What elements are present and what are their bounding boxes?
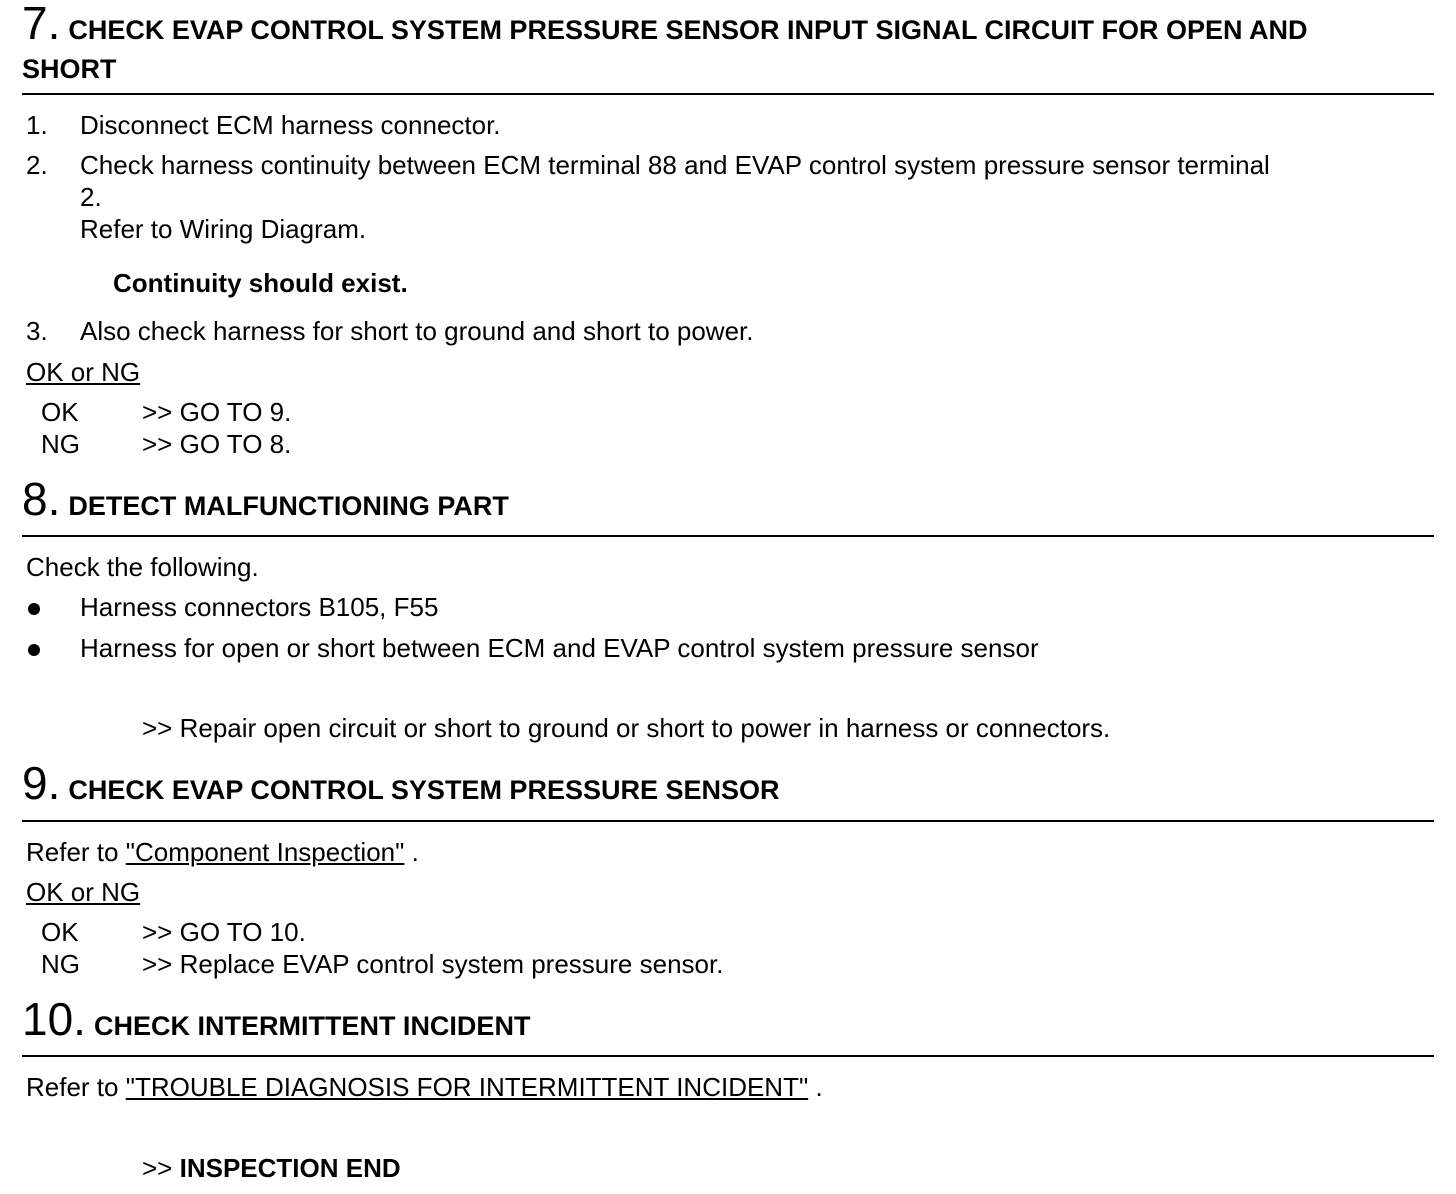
step-7-heading <box>22 0 1442 55</box>
step-7-spec: Continuity should exist. <box>113 268 408 298</box>
step-8-intro: Check the following. <box>26 552 259 582</box>
step-9-result-ng-action: >> Replace EVAP control system pressure sensor. <box>142 949 724 979</box>
step-7-number: 7. <box>22 0 61 49</box>
step-10-heading <box>22 993 531 1045</box>
step-7-item-3-num: 3. <box>26 316 48 346</box>
step-9-refer <box>26 837 419 868</box>
step-7-item-1-num: 1. <box>26 110 48 140</box>
step-10-end-prefix: >> <box>142 1153 173 1183</box>
step-8-divider <box>22 535 1434 537</box>
step-7-ok-ng-label: OK or NG <box>26 357 141 387</box>
step-7-item-2-text: Check harness continuity between ECM terminal 88 and EVAP control system pressure sensor terminal <box>80 150 1270 180</box>
step-8-action: >> Repair open circuit or short to ground or short to power in harness or connectors. <box>142 713 1111 743</box>
step-10-end <box>142 1153 401 1184</box>
step-9-refer-prefix: Refer to <box>26 837 119 867</box>
step-8-bullet-1: Harness connectors B105, F55 <box>80 592 439 622</box>
step-9-refer-suffix: . <box>411 837 419 867</box>
step-10-refer-prefix: Refer to <box>26 1072 119 1102</box>
step-10-refer <box>26 1072 823 1103</box>
step-8-heading <box>22 473 509 525</box>
trouble-diagnosis-link[interactable]: "TROUBLE DIAGNOSIS FOR INTERMITTENT INCIDENT" <box>125 1072 809 1102</box>
inspection-end-label: INSPECTION END <box>179 1153 401 1183</box>
bullet-icon <box>28 644 40 656</box>
step-10-number: 10. <box>22 993 86 1045</box>
step-7-item-1-text: Disconnect ECM harness connector. <box>80 110 501 140</box>
step-7-item-2-ref: Refer to Wiring Diagram. <box>80 214 367 244</box>
step-9-ok-ng-label: OK or NG <box>26 877 141 907</box>
step-7-result-ok-key: OK <box>41 397 79 427</box>
step-7-divider <box>22 93 1434 95</box>
step-7-result-ok-action[interactable]: >> GO TO 9. <box>142 397 292 427</box>
step-10-divider <box>22 1055 1434 1057</box>
step-10-title: CHECK INTERMITTENT INCIDENT <box>93 1011 531 1041</box>
step-9-result-ok-action[interactable]: >> GO TO 10. <box>142 917 306 947</box>
step-7-result-ng-action[interactable]: >> GO TO 8. <box>142 429 292 459</box>
step-7-item-2-num: 2. <box>26 150 48 180</box>
step-8-title: DETECT MALFUNCTIONING PART <box>68 491 509 521</box>
step-9-title: CHECK EVAP CONTROL SYSTEM PRESSURE SENSOR <box>68 775 780 805</box>
bullet-icon <box>28 603 40 615</box>
step-8-bullet-2: Harness for open or short between ECM and EVAP control system pressure sensor <box>80 633 1039 663</box>
step-7-result-ng-key: NG <box>41 429 80 459</box>
step-7-item-2-text-cont: 2. <box>80 182 102 212</box>
step-9-result-ng-key: NG <box>41 949 80 979</box>
step-8-number: 8. <box>22 473 61 525</box>
step-9-heading <box>22 757 780 809</box>
step-9-divider <box>22 820 1434 822</box>
step-7-title-line2: SHORT <box>22 54 117 84</box>
step-9-result-ok-key: OK <box>41 917 79 947</box>
step-9-number: 9. <box>22 757 61 809</box>
step-7-item-3-text: Also check harness for short to ground and short to power. <box>80 316 754 346</box>
step-7-title-line1: CHECK EVAP CONTROL SYSTEM PRESSURE SENSOR INPUT SIGNAL CIRCUIT FOR OPEN AND <box>68 15 1308 45</box>
component-inspection-link[interactable]: "Component Inspection" <box>125 837 405 867</box>
step-10-refer-suffix: . <box>815 1072 823 1102</box>
